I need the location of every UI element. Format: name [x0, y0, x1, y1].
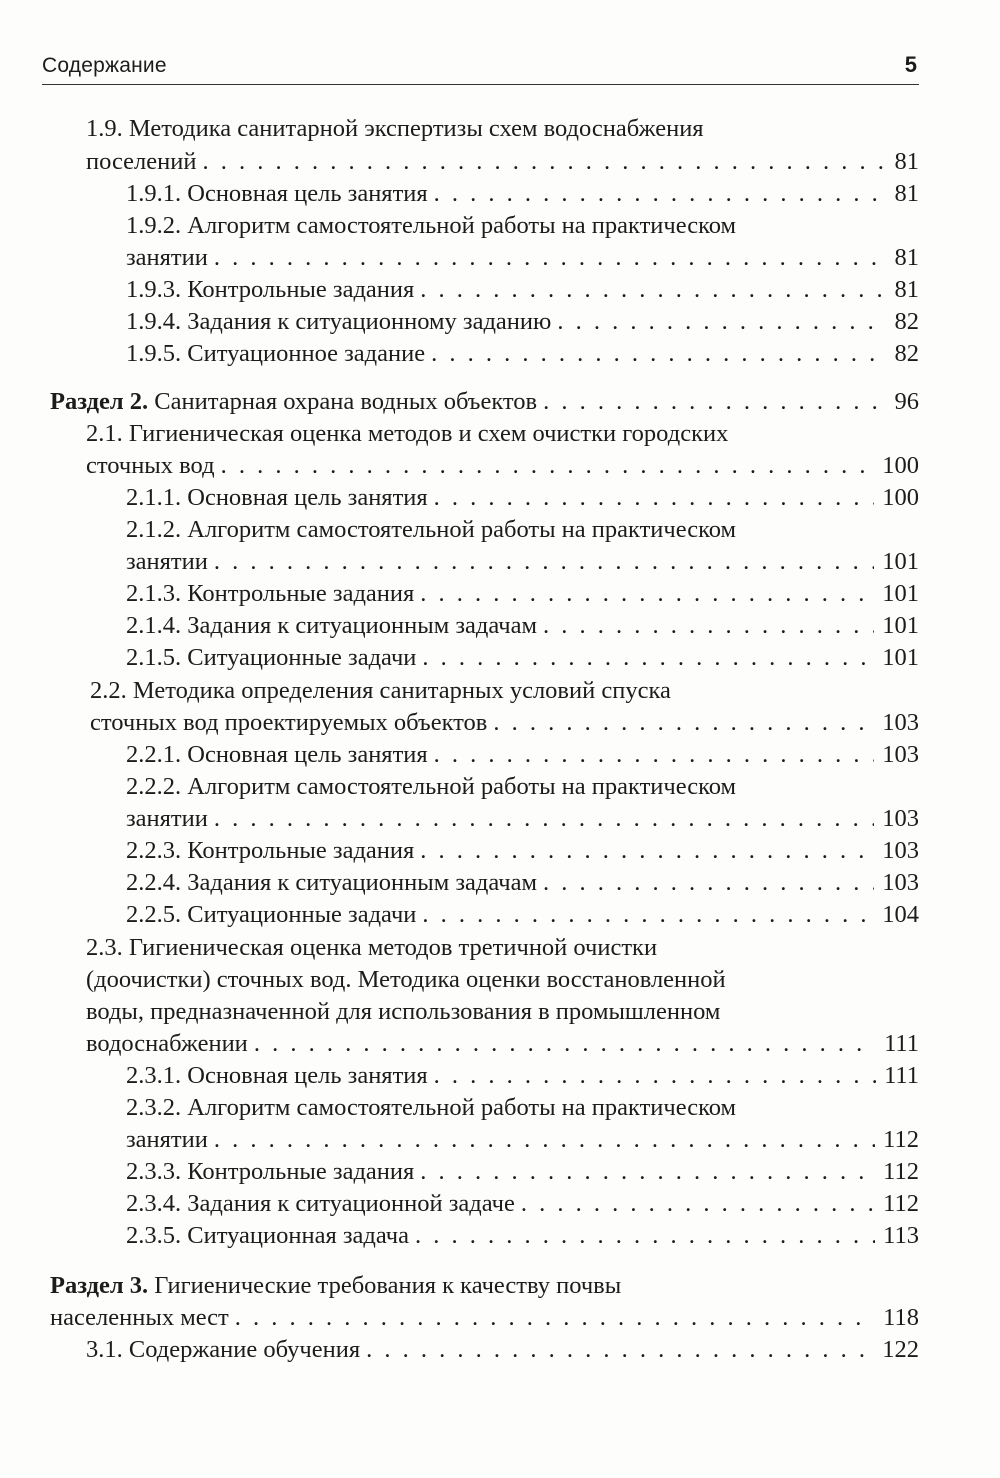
- toc-page-number: 104: [882, 901, 919, 928]
- toc-entry-text: [90, 707, 487, 739]
- toc-entry-title: водоснабжении: [86, 1030, 248, 1057]
- toc-entry-text: [126, 482, 428, 514]
- dot-leader: [202, 146, 886, 178]
- toc-entry-title: Гигиенические требования к качеству почвы: [148, 1272, 622, 1299]
- toc-entry-text: [126, 739, 428, 771]
- toc-entry-title: сточных вод: [86, 452, 215, 479]
- toc-entry-title: 1.9.5. Ситуационное задание: [126, 340, 426, 367]
- dot-leader: [420, 274, 886, 306]
- toc-entry-text: [86, 996, 720, 1028]
- toc-page-number: 103: [882, 869, 919, 896]
- toc-entry: [126, 899, 919, 931]
- toc-entry-text: [126, 1060, 428, 1092]
- toc-entry-title: 2.2.3. Контрольные задания: [126, 837, 415, 864]
- toc-entry: [126, 771, 736, 803]
- toc-entry-title: 2.3. Гигиеническая оценка методов третичной очистки: [86, 934, 658, 961]
- toc-entry: [126, 274, 919, 306]
- dot-leader: [543, 610, 874, 642]
- toc-entry-title: 1.9.3. Контрольные задания: [126, 276, 415, 303]
- toc-entry-text: [126, 771, 736, 803]
- toc-entry-text: [50, 1302, 229, 1334]
- toc-entry-text: [126, 514, 736, 546]
- toc-entry: [50, 386, 919, 418]
- toc-entry-text: [86, 113, 704, 145]
- toc-entry-title: 2.2.5. Ситуационные задачи: [126, 901, 417, 928]
- toc-entry: [90, 675, 671, 707]
- toc-entry-text: [90, 675, 671, 707]
- toc-entry-text: [86, 146, 196, 178]
- toc-entry: [86, 932, 657, 964]
- toc-entry: [126, 546, 919, 578]
- toc-entry: [86, 1028, 919, 1060]
- toc-entry-text: [126, 867, 537, 899]
- toc-entry-text: [126, 274, 414, 306]
- toc-entry-title: 2.1.4. Задания к ситуационным задачам: [126, 612, 537, 639]
- running-header: [42, 48, 919, 85]
- toc-entry-title: 2.2.2. Алгоритм самостоятельной работы на практическом: [126, 773, 737, 800]
- dot-leader: [434, 1060, 876, 1092]
- toc-entry: [126, 867, 919, 899]
- toc-entry-title: сточных вод проектируемых объектов: [90, 709, 488, 736]
- toc-entry: [86, 1334, 919, 1366]
- dot-leader: [214, 803, 874, 835]
- dot-leader: [543, 867, 874, 899]
- toc-entry-title: населенных мест: [50, 1304, 229, 1331]
- toc-entry-text: [86, 450, 215, 482]
- toc-entry-title: 2.1.2. Алгоритм самостоятельной работы на практическом: [126, 516, 737, 543]
- toc-entry-text: [126, 803, 208, 835]
- toc-entry: [90, 707, 919, 739]
- toc-page-number: 118: [883, 1304, 919, 1331]
- toc-entry-title: поселений: [86, 148, 197, 175]
- toc-entry-title: 2.1.3. Контрольные задания: [126, 580, 415, 607]
- toc-entry-title: 3.1. Содержание обучения: [86, 1336, 361, 1363]
- dot-leader: [521, 1188, 875, 1220]
- toc-entry-title: 2.1. Гигиеническая оценка методов и схем очистки городских: [86, 420, 729, 447]
- toc-entry-text: [86, 932, 657, 964]
- toc-entry-text: [86, 1028, 248, 1060]
- toc-entry: [126, 306, 919, 338]
- dot-leader: [420, 835, 874, 867]
- dot-leader: [434, 482, 875, 514]
- toc-entry-title: 1.9.4. Задания к ситуационному заданию: [126, 308, 552, 335]
- toc-entry-text: [50, 1270, 621, 1302]
- toc-page-number: 81: [894, 180, 919, 207]
- toc-entry-text: [126, 835, 414, 867]
- toc-entry: [126, 739, 919, 771]
- toc-page-number: 103: [882, 837, 919, 864]
- toc-entry: [126, 1220, 919, 1252]
- dot-leader: [254, 1028, 876, 1060]
- toc-entry-text: [86, 418, 728, 450]
- toc-entry-text: [126, 1092, 736, 1124]
- dot-leader: [543, 386, 886, 418]
- dot-leader: [420, 578, 874, 610]
- toc-entry-text: [126, 1156, 414, 1188]
- toc-entry-text: [126, 1188, 515, 1220]
- toc-entry-text: [126, 610, 537, 642]
- toc-entry-title: воды, предназначенной для использования в промышленном: [86, 998, 721, 1025]
- toc-entry-title: занятии: [126, 805, 208, 832]
- toc-page-number: 100: [882, 452, 919, 479]
- header-title: Содержание: [42, 54, 167, 77]
- toc-entry-text: [126, 642, 416, 674]
- toc-entry-text: [50, 386, 537, 418]
- toc-entry: [126, 1060, 919, 1092]
- toc-page-number: 101: [882, 612, 919, 639]
- toc-entry: [126, 482, 919, 514]
- toc-entry-title: 2.3.5. Ситуационная задача: [126, 1222, 409, 1249]
- toc-entry: [86, 964, 726, 996]
- toc-entry-text: [86, 964, 726, 996]
- toc-entry-title: 2.3.1. Основная цель занятия: [126, 1062, 428, 1089]
- toc-entry-text: [126, 578, 414, 610]
- dot-leader: [214, 1124, 875, 1156]
- toc-entry: [86, 450, 919, 482]
- toc-entry-text: [126, 1124, 208, 1156]
- toc-page-number: 82: [894, 340, 919, 367]
- section-label: Раздел 2.: [50, 388, 149, 415]
- toc-entry: [86, 113, 704, 145]
- toc-entry: [126, 1188, 919, 1220]
- toc-entry: [126, 578, 919, 610]
- dot-leader: [420, 1156, 875, 1188]
- toc-page-number: 112: [883, 1158, 919, 1185]
- toc-page-number: 111: [884, 1030, 919, 1057]
- toc-entry-title: Санитарная охрана водных объектов: [148, 388, 538, 415]
- toc-entry: [50, 1270, 621, 1302]
- toc-page-number: 111: [884, 1062, 919, 1089]
- toc-entry-title: занятии: [126, 548, 208, 575]
- toc-page-number: 82: [894, 308, 919, 335]
- toc-page-number: 103: [882, 805, 919, 832]
- dot-leader: [431, 338, 886, 370]
- toc-entry-title: 2.2.1. Основная цель занятия: [126, 741, 428, 768]
- toc-entry-text: [126, 178, 428, 210]
- toc-page-number: 103: [882, 709, 919, 736]
- dot-leader: [434, 739, 875, 771]
- dot-leader: [493, 707, 874, 739]
- toc-entry-text: [126, 210, 736, 242]
- dot-leader: [557, 306, 886, 338]
- toc-page-number: 81: [894, 244, 919, 271]
- toc-entry-title: 2.1.5. Ситуационные задачи: [126, 644, 417, 671]
- toc-entry: [126, 1092, 736, 1124]
- toc-entry: [86, 418, 728, 450]
- toc-entry: [126, 178, 919, 210]
- toc-entry-title: занятии: [126, 1126, 208, 1153]
- toc-page-number: 113: [883, 1222, 919, 1249]
- toc-entry-title: 2.3.3. Контрольные задания: [126, 1158, 415, 1185]
- toc-entry-title: 2.1.1. Основная цель занятия: [126, 484, 428, 511]
- toc-page-number: 101: [882, 548, 919, 575]
- toc-entry-text: [126, 242, 208, 274]
- toc-entry: [86, 146, 919, 178]
- dot-leader: [214, 546, 874, 578]
- toc-entry: [126, 610, 919, 642]
- toc-page-number: 96: [894, 388, 919, 415]
- toc-entry: [50, 1302, 919, 1334]
- section-label: Раздел 3.: [50, 1272, 149, 1299]
- toc-entry-title: занятии: [126, 244, 208, 271]
- dot-leader: [434, 178, 887, 210]
- toc-page-number: 101: [882, 644, 919, 671]
- dot-leader: [422, 642, 874, 674]
- toc-page-number: 100: [882, 484, 919, 511]
- toc-entry-title: 1.9.2. Алгоритм самостоятельной работы на практическом: [126, 212, 737, 239]
- toc-entry-title: 1.9. Методика санитарной экспертизы схем водоснабжения: [86, 115, 704, 142]
- toc-entry-text: [126, 899, 416, 931]
- toc-entry: [126, 242, 919, 274]
- dot-leader: [366, 1334, 874, 1366]
- toc-page-number: 122: [882, 1336, 919, 1363]
- toc-entry: [126, 1156, 919, 1188]
- toc-entry: [86, 996, 720, 1028]
- toc-entry-title: 2.2.4. Задания к ситуационным задачам: [126, 869, 537, 896]
- toc-entry-text: [126, 338, 425, 370]
- toc-page-number: 112: [883, 1190, 919, 1217]
- toc-page-number: 112: [883, 1126, 919, 1153]
- toc-entry: [126, 338, 919, 370]
- toc-entry: [126, 835, 919, 867]
- toc-entry: [126, 803, 919, 835]
- dot-leader: [221, 450, 875, 482]
- toc-entry-text: [126, 546, 208, 578]
- toc-entry-title: 2.3.4. Задания к ситуационной задаче: [126, 1190, 515, 1217]
- toc-page-number: 81: [894, 276, 919, 303]
- toc-page-number: 101: [882, 580, 919, 607]
- toc-entry-text: [126, 1220, 409, 1252]
- toc-entry-title: 2.3.2. Алгоритм самостоятельной работы на практическом: [126, 1094, 737, 1121]
- toc-entry: [126, 642, 919, 674]
- toc-page-number: 103: [882, 741, 919, 768]
- toc-entry-text: [86, 1334, 360, 1366]
- toc-entry: [126, 1124, 919, 1156]
- dot-leader: [422, 899, 874, 931]
- dot-leader: [415, 1220, 875, 1252]
- toc-page-number: 81: [894, 148, 919, 175]
- toc-entry: [126, 514, 736, 546]
- dot-leader: [235, 1302, 875, 1334]
- dot-leader: [214, 242, 887, 274]
- toc-entry-title: 1.9.1. Основная цель занятия: [126, 180, 428, 207]
- toc-entry-text: [126, 306, 551, 338]
- toc-entry-title: (доочистки) сточных вод. Методика оценки восстановленной: [86, 966, 726, 993]
- toc-entry-title: 2.2. Методика определения санитарных условий спуска: [90, 677, 671, 704]
- toc-entry: [126, 210, 736, 242]
- header-page-number: 5: [904, 52, 917, 77]
